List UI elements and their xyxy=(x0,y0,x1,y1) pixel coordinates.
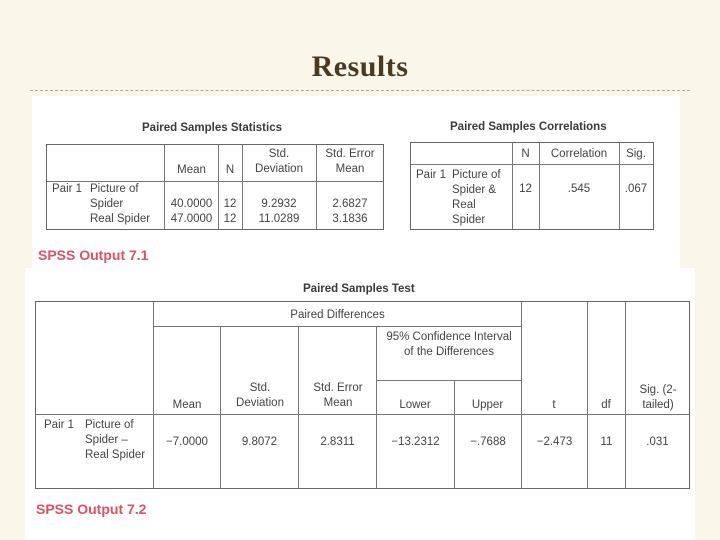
title-divider xyxy=(30,90,690,91)
corr-row-correlation: .545 xyxy=(567,183,591,195)
stats-row-2-mean: 47.0000 xyxy=(170,213,213,225)
spss-output-7-1 xyxy=(32,96,680,270)
corr-header-sig: Sig. xyxy=(626,148,646,160)
stats-pair-label: Pair 1 xyxy=(52,183,83,195)
test-header-sd: Std. Deviation xyxy=(236,382,284,409)
test-row-df: 11 xyxy=(600,436,613,448)
test-header-t: t xyxy=(552,399,556,411)
corr-row-n: 12 xyxy=(519,183,532,195)
test-row-upper: −.7688 xyxy=(470,436,506,448)
stats-row-1-n: 12 xyxy=(223,198,237,210)
stats-row-1-se: 2.6827 xyxy=(332,198,368,210)
spss-output-7-2 xyxy=(25,268,695,540)
test-ci-header: 95% Confidence Interval of the Differences xyxy=(386,331,512,358)
test-row-se: 2.8311 xyxy=(320,436,355,448)
stats-header-mean: Mean xyxy=(177,164,206,176)
test-header-lower: Lower xyxy=(399,399,431,411)
statistics-table-title: Paired Samples Statistics xyxy=(142,122,282,134)
corr-row-label: Picture of Spider & Real Spider xyxy=(452,169,501,226)
corr-header-n: N xyxy=(521,148,530,160)
stats-row-1-sd: 9.2932 xyxy=(261,198,297,210)
spss-output-7-2-label: SPSS Output 7.2 xyxy=(36,501,147,517)
stats-header-se: Std. Error Mean xyxy=(325,148,375,175)
spss-output-7-1-label: SPSS Output 7.1 xyxy=(38,247,149,263)
stats-row-1-mean: 40.0000 xyxy=(170,198,213,210)
test-row-sig: .031 xyxy=(646,436,669,448)
test-pair-label: Pair 1 xyxy=(44,419,75,431)
test-header-sig: Sig. (2-tailed) xyxy=(639,384,677,411)
test-header-mean: Mean xyxy=(172,399,202,411)
stats-row-2-n: 12 xyxy=(223,213,237,225)
stats-row-2-label: Real Spider xyxy=(90,213,151,225)
test-table-title: Paired Samples Test xyxy=(303,283,415,295)
corr-row-sig: .067 xyxy=(624,183,648,195)
test-header-df: df xyxy=(601,399,611,411)
stats-header-sd: Std. Deviation xyxy=(255,148,303,175)
test-row-t: −2.473 xyxy=(536,436,573,448)
test-row-mean: −7.0000 xyxy=(166,436,208,448)
corr-pair-label: Pair 1 xyxy=(416,169,447,181)
test-row-label: Picture of Spider – Real Spider xyxy=(85,419,146,461)
corr-header-correlation: Correlation xyxy=(550,148,608,160)
test-row-sd: 9.8072 xyxy=(241,436,278,448)
stats-row-2-sd: 11.0289 xyxy=(258,213,300,225)
correlations-table-title: Paired Samples Correlations xyxy=(450,121,607,133)
test-header-upper: Upper xyxy=(471,399,504,411)
test-header-se: Std. Error Mean xyxy=(313,382,363,409)
test-group-header: Paired Differences xyxy=(290,309,385,321)
slide-title: Results xyxy=(311,50,409,83)
stats-header-n: N xyxy=(225,164,235,176)
stats-row-2-se: 3.1836 xyxy=(332,213,368,225)
stats-row-1-label: Picture of Spider xyxy=(90,183,139,210)
test-row-lower: −13.2312 xyxy=(391,436,440,448)
